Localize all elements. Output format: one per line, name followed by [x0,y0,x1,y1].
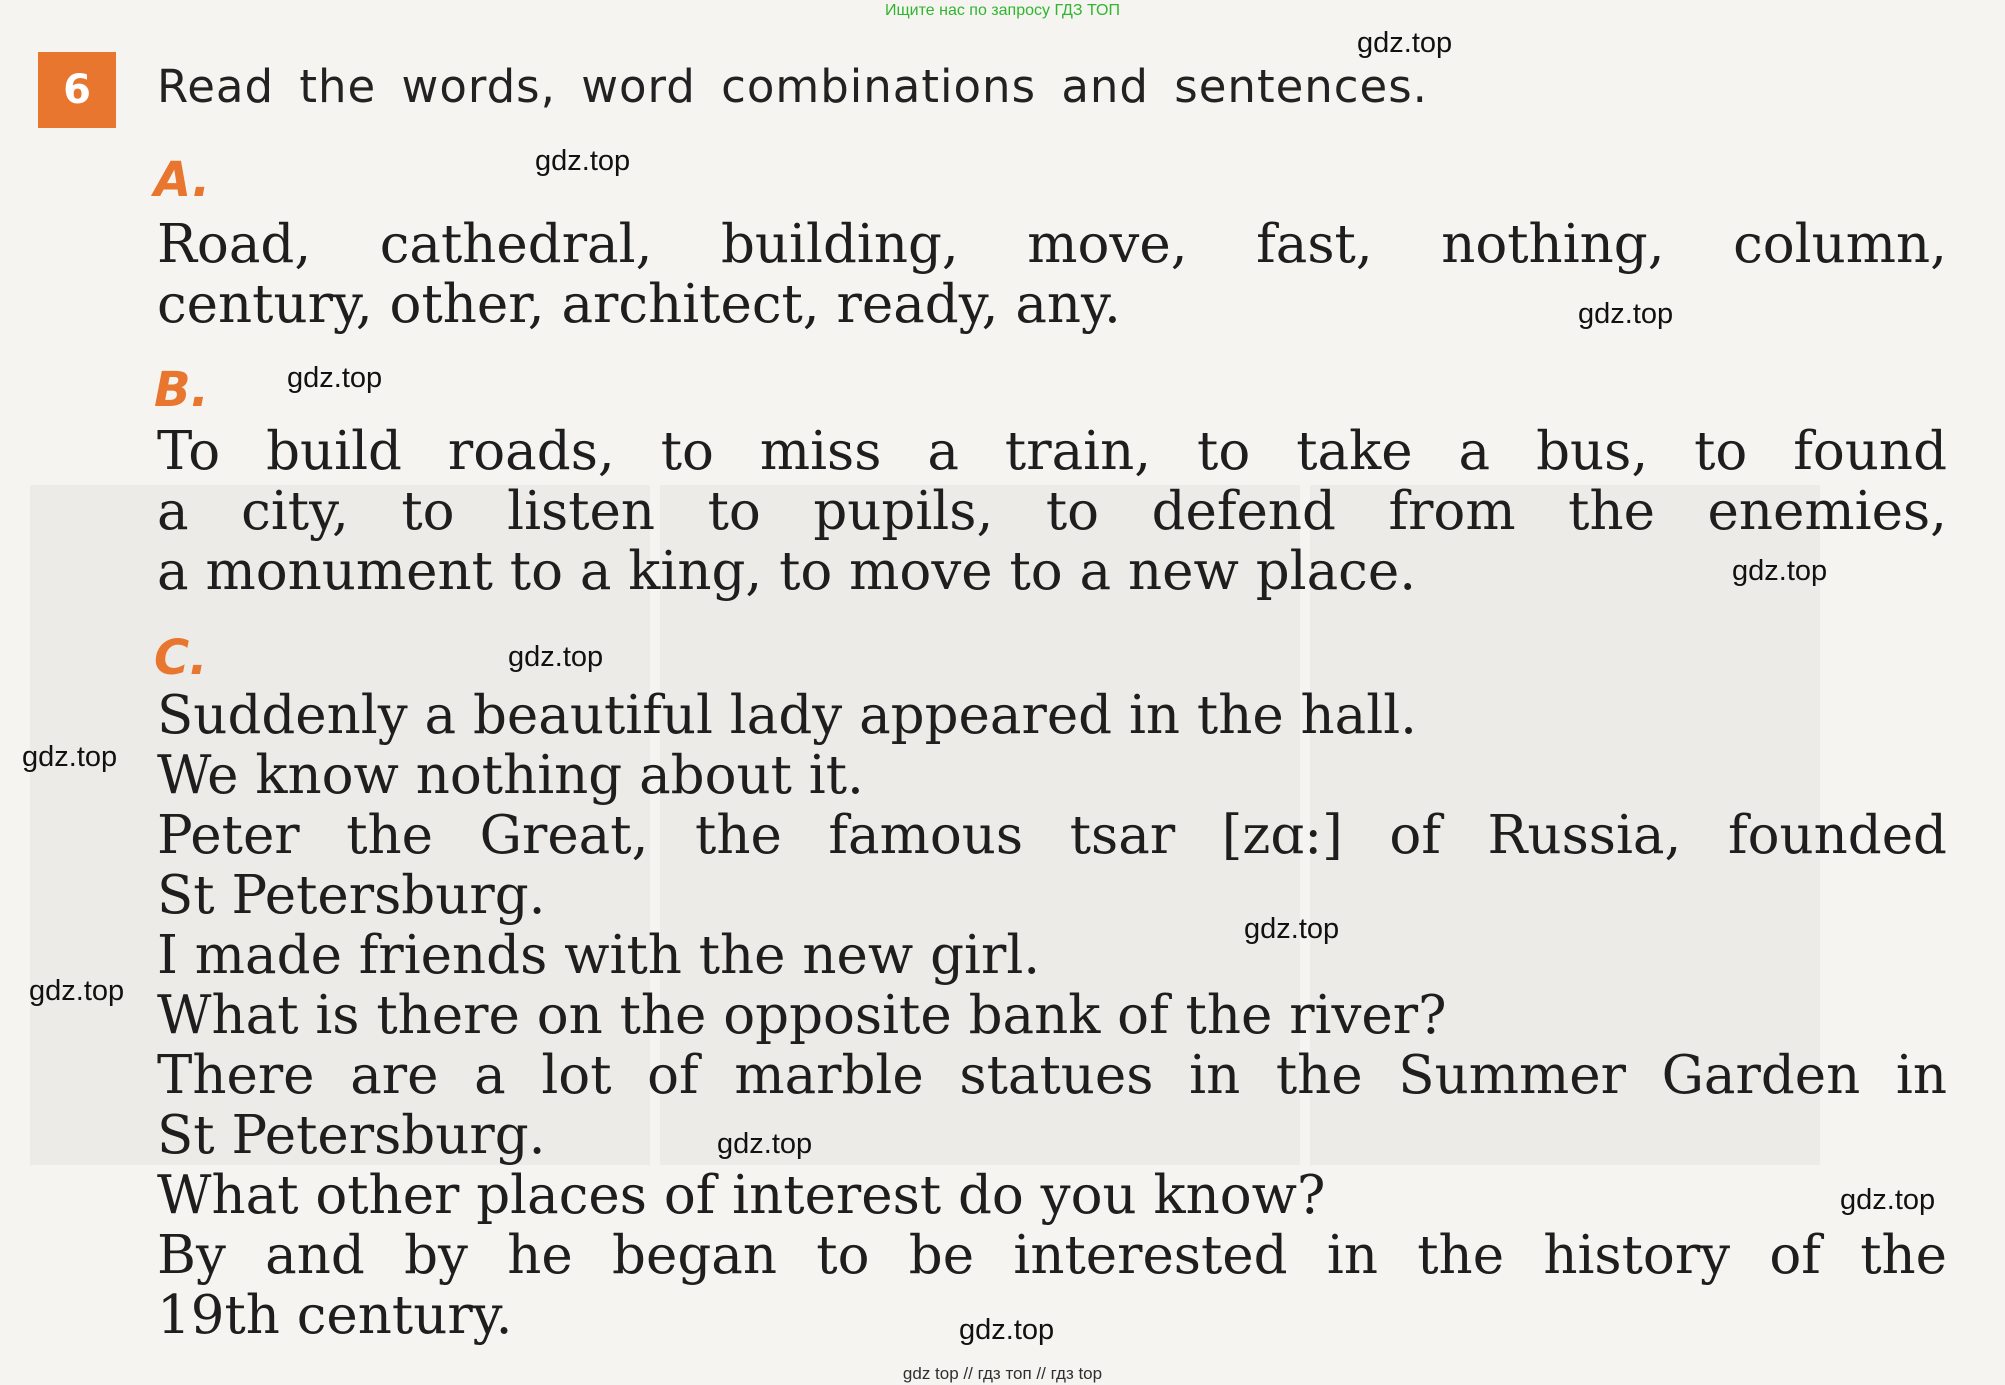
top-banner: Ищите нас по запросу ГДЗ ТОП [885,2,1120,19]
watermark: gdz.top [717,1128,813,1160]
watermark: gdz.top [1732,555,1828,587]
section-c-line: I made friends with the new girl. [157,925,1041,986]
section-b-line: a monument to a king, to move to a new place. [157,541,1417,602]
watermark: gdz.top [508,641,604,673]
watermark: gdz.top [1244,913,1340,945]
section-c-line: What other places of interest do you know? [157,1165,1326,1226]
section-c-line: 19th century. [157,1285,513,1346]
watermark: gdz.top [287,362,383,394]
watermark: gdz.top [1357,27,1453,59]
section-c-line: There are a lot of marble statues in the Summer Garden in [157,1045,1947,1106]
watermark: gdz.top [535,145,631,177]
section-c-line: Suddenly a beautiful lady appeared in the hall. [157,685,1418,746]
section-b-letter: B. [154,362,209,418]
section-b-line: a city, to listen to pupils, to defend from the enemies, [157,481,1947,542]
watermark: gdz.top [29,975,125,1007]
section-a-text [157,215,1947,335]
footer-text: gdz top // гдз топ // гдз top [902,1364,1103,1383]
section-a-letter: A. [154,152,211,208]
section-c-line: Peter the Great, the famous tsar [zɑ:] of Russia, founded [157,805,1947,866]
exercise-number-badge: 6 [38,52,116,128]
section-c-text [157,686,1947,1346]
section-c-line: St Petersburg. [157,865,546,926]
section-b-line: To build roads, to miss a train, to take a bus, to found [157,421,1947,482]
section-c-letter: C. [154,630,208,686]
section-c-line: By and by he began to be interested in the history of the [157,1225,1947,1286]
watermark: gdz.top [1578,298,1674,330]
section-c-line: St Petersburg. [157,1105,546,1166]
section-a-line: century, other, architect, ready, any. [157,274,1121,335]
exercise-title: Read the words, word combinations and sentences. [157,60,1428,113]
watermark: gdz.top [959,1314,1055,1346]
section-a-line: Road, cathedral, building, move, fast, nothing, column, [157,214,1947,275]
watermark: gdz.top [22,741,118,773]
section-b-text [157,422,1947,602]
section-c-line: We know nothing about it. [157,745,864,806]
section-c-line: What is there on the opposite bank of the river? [157,985,1447,1046]
watermark: gdz.top [1840,1184,1936,1216]
